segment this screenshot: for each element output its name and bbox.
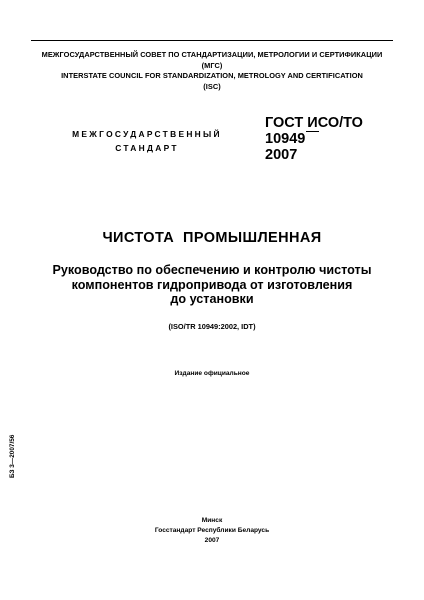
standard-designation xyxy=(265,115,363,163)
document-subtitle xyxy=(20,263,404,307)
standard-type-label xyxy=(62,127,232,155)
vertical-side-code: БЗ 3—2007/56 xyxy=(9,434,16,478)
publisher-imprint xyxy=(0,516,424,546)
designation-number-line xyxy=(265,131,363,147)
iso-reference: (ISO/TR 10949:2002, IDT) xyxy=(168,322,256,331)
edition-note: Издание официальное xyxy=(174,370,250,377)
council-abbreviation-english: (ISC) xyxy=(203,81,221,91)
subtitle-line3: до установки xyxy=(170,292,254,306)
imprint-city: Минск xyxy=(201,517,223,524)
council-abbreviation-russian: (МГС) xyxy=(201,60,223,70)
designation-prefix: ГОСТ ИСО/ТО xyxy=(265,115,363,131)
standard-type-line1: МЕЖГОСУДАРСТВЕННЫЙ xyxy=(72,129,222,139)
council-name-russian: МЕЖГОСУДАРСТВЕННЫЙ СОВЕТ ПО СТАНДАРТИЗАЦИИ, МЕТРОЛОГИИ И СЕРТИФИКАЦИИ xyxy=(41,50,383,59)
designation-number: 10949 xyxy=(265,131,306,147)
document-main-title: ЧИСТОТА ПРОМЫШЛЕННАЯ xyxy=(102,230,322,246)
imprint-year: 2007 xyxy=(204,537,220,544)
designation-year: 2007 xyxy=(265,147,298,163)
imprint-publisher: Госстандарт Республики Беларусь xyxy=(154,527,270,534)
standard-type-line2: СТАНДАРТ xyxy=(115,143,179,153)
council-header xyxy=(31,40,393,92)
designation-dash xyxy=(306,131,319,132)
council-name-english: INTERSTATE COUNCIL FOR STANDARDIZATION, METROLOGY AND CERTIFICATION xyxy=(61,71,363,80)
subtitle-line1: Руководство по обеспечению и контролю чистоты xyxy=(52,263,372,277)
subtitle-line2: компонентов гидропривода от изготовления xyxy=(71,277,353,292)
